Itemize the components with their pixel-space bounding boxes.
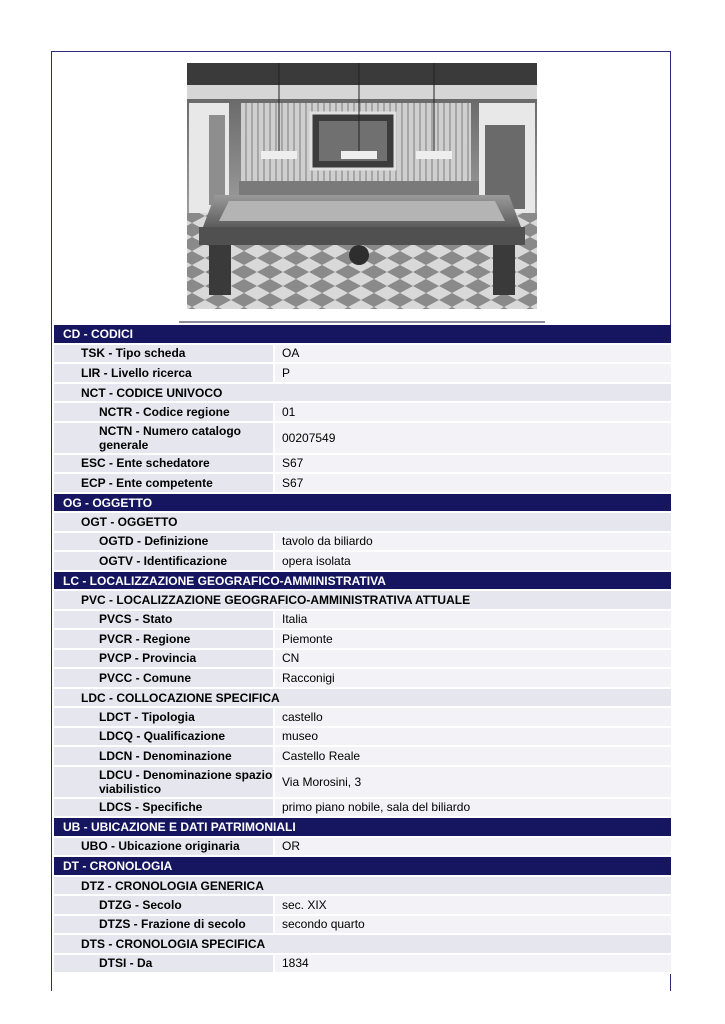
field-row	[54, 364, 671, 384]
field-value: tavolo da biliardo	[275, 533, 671, 551]
section-header: UB - UBICAZIONE E DATI PATRIMONIALI	[54, 818, 671, 838]
group-header: LDC - COLLOCAZIONE SPECIFICA	[54, 689, 671, 709]
field-label-text: ESC - Ente schedatore	[81, 456, 210, 471]
group-header: PVC - LOCALIZZAZIONE GEOGRAFICO-AMMINISTRATIVA ATTUALE	[54, 591, 671, 611]
field-label	[54, 533, 273, 551]
section-header: DT - CRONOLOGIA	[54, 857, 671, 877]
group-header: DTS - CRONOLOGIA SPECIFICA	[54, 935, 671, 955]
field-row	[54, 955, 671, 975]
field-row	[54, 669, 671, 689]
field-value: secondo quarto	[275, 916, 671, 934]
field-value: museo	[275, 728, 671, 746]
field-row	[54, 916, 671, 936]
field-value: OR	[275, 838, 671, 856]
field-label-text: DTZG - Secolo	[99, 897, 182, 912]
field-label-text: DTSI - Da	[99, 956, 153, 971]
field-label-text: NCTN - Numero catalogo generale	[99, 423, 242, 452]
field-row	[54, 799, 671, 819]
group-header: NCT - CODICE UNIVOCO	[54, 384, 671, 404]
field-label	[54, 708, 273, 726]
field-label	[54, 345, 273, 363]
field-label	[54, 916, 273, 934]
field-label-text: OGTD - Definizione	[99, 534, 209, 549]
field-row	[54, 747, 671, 767]
group-header: OGT - OGGETTO	[54, 513, 671, 533]
field-value: opera isolata	[275, 552, 671, 570]
field-row	[54, 455, 671, 475]
field-value: OA	[275, 345, 671, 363]
field-label	[54, 896, 273, 914]
field-row	[54, 552, 671, 572]
field-row	[54, 611, 671, 631]
field-row	[54, 650, 671, 670]
field-value: S67	[275, 474, 671, 492]
field-label	[54, 611, 273, 629]
field-row	[54, 767, 671, 799]
field-value: Via Morosini, 3	[275, 767, 671, 797]
field-row	[54, 728, 671, 748]
field-label	[54, 728, 273, 746]
catalog-sheet	[54, 325, 671, 974]
field-label-text: ECP - Ente competente	[81, 475, 213, 490]
field-label-text: LIR - Livello ricerca	[81, 365, 192, 380]
field-row	[54, 708, 671, 728]
photo-underline	[179, 321, 545, 323]
field-value: castello	[275, 708, 671, 726]
field-value: 00207549	[275, 423, 671, 453]
field-label-text: NCTR - Codice regione	[99, 404, 230, 419]
field-value: P	[275, 364, 671, 382]
field-value: sec. XIX	[275, 896, 671, 914]
field-label	[54, 455, 273, 473]
field-value: Castello Reale	[275, 747, 671, 765]
field-row	[54, 533, 671, 553]
section-header: CD - CODICI	[54, 325, 671, 345]
field-label	[54, 799, 273, 817]
field-label	[54, 955, 273, 973]
field-label	[54, 650, 273, 668]
field-label	[54, 403, 273, 421]
field-value: 1834	[275, 955, 671, 973]
field-label-text: DTZS - Frazione di secolo	[99, 917, 246, 932]
field-label-text: PVCP - Provincia	[99, 651, 197, 666]
field-value: Piemonte	[275, 630, 671, 648]
field-label-text: LDCT - Tipologia	[99, 709, 195, 724]
field-label-text: LDCQ - Qualificazione	[99, 729, 226, 744]
field-label	[54, 669, 273, 687]
field-label	[54, 838, 273, 856]
field-value: 01	[275, 403, 671, 421]
field-label-text: LDCN - Denominazione	[99, 748, 232, 763]
section-header: OG - OGGETTO	[54, 494, 671, 514]
field-row	[54, 838, 671, 858]
field-row	[54, 403, 671, 423]
field-label-text: PVCC - Comune	[99, 670, 192, 685]
field-label-text: TSK - Tipo scheda	[81, 346, 186, 361]
group-header: DTZ - CRONOLOGIA GENERICA	[54, 877, 671, 897]
section-header: LC - LOCALIZZAZIONE GEOGRAFICO-AMMINISTRATIVA	[54, 572, 671, 592]
field-label	[54, 747, 273, 765]
field-row	[54, 474, 671, 494]
field-label	[54, 552, 273, 570]
field-value: S67	[275, 455, 671, 473]
field-row	[54, 630, 671, 650]
field-label	[54, 630, 273, 648]
field-label-text: PVCS - Stato	[99, 612, 173, 627]
field-label-text: OGTV - Identificazione	[99, 553, 228, 568]
field-row	[54, 896, 671, 916]
field-label	[54, 474, 273, 492]
field-label-text: LDCU - Denominazione spazio viabilistico	[99, 767, 273, 796]
field-row	[54, 423, 671, 455]
field-value: primo piano nobile, sala del biliardo	[275, 799, 671, 817]
field-label-text: LDCS - Specifiche	[99, 800, 203, 815]
field-label	[54, 767, 273, 797]
field-label-text: PVCR - Regione	[99, 631, 191, 646]
field-label	[54, 364, 273, 382]
field-label-text: UBO - Ubicazione originaria	[81, 839, 240, 854]
field-value: Italia	[275, 611, 671, 629]
billiard-room-photo	[179, 55, 545, 323]
field-label	[54, 423, 273, 453]
field-value: CN	[275, 650, 671, 668]
field-value: Racconigi	[275, 669, 671, 687]
field-row	[54, 345, 671, 365]
